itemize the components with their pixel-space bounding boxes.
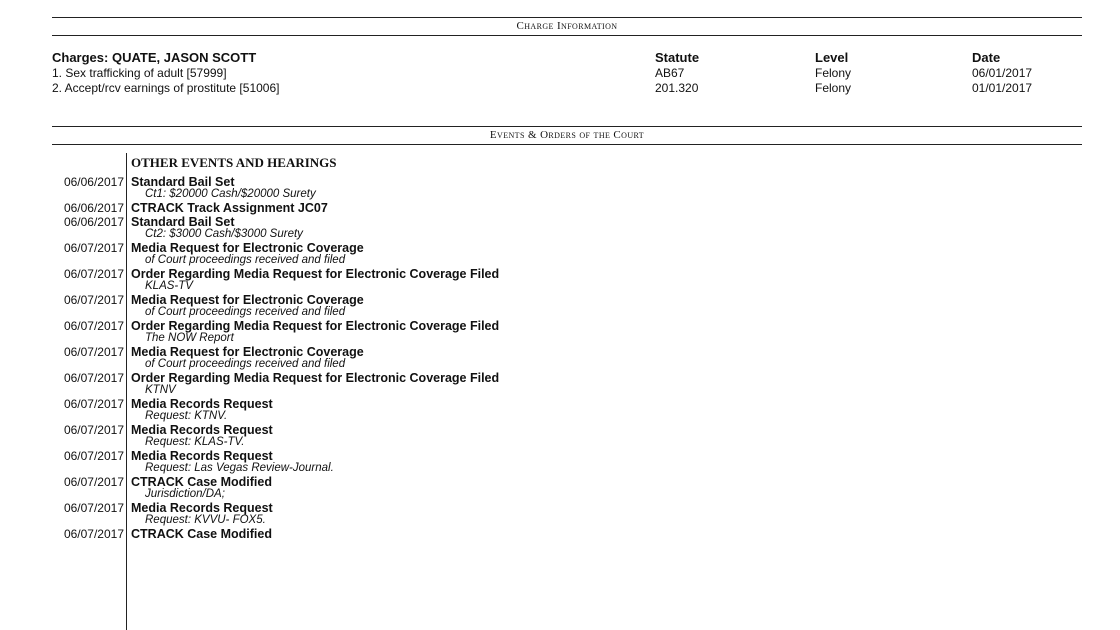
event-date: 06/07/2017 [63,475,124,489]
event-title: CTRACK Case Modified [131,475,272,489]
event-detail: Ct2: $3000 Cash/$3000 Surety [145,228,303,240]
charge-row [52,66,1082,81]
event-title: CTRACK Track Assignment JC07 [131,201,328,215]
event-title: Order Regarding Media Request for Electronic Coverage Filed [131,371,500,385]
event-row [0,371,1120,385]
event-date: 06/07/2017 [63,293,124,307]
event-row [0,267,1120,281]
event-title: Order Regarding Media Request for Electronic Coverage Filed [131,319,500,333]
event-detail: KTNV [145,384,176,396]
event-date: 06/07/2017 [63,267,124,281]
charge-level: Felony [815,81,852,95]
charge-description: 2. Accept/rcv earnings of prostitute [51006] [52,81,280,95]
event-row [0,293,1120,307]
section-title: Charge Information [516,20,618,32]
charge-information-header [52,17,1082,36]
events-subheading: OTHER EVENTS AND HEARINGS [131,155,337,170]
event-title: Media Records Request [131,397,273,411]
event-date: 06/07/2017 [63,397,124,411]
event-title: Media Request for Electronic Coverage [131,241,364,255]
event-date: 06/07/2017 [63,345,124,359]
event-title: Standard Bail Set [131,215,235,229]
event-detail-row [0,411,1120,423]
event-detail-row [0,189,1120,201]
event-date: 06/07/2017 [63,241,124,255]
events-orders-header [52,126,1082,145]
event-date: 06/06/2017 [63,201,124,215]
event-detail-row [0,437,1120,449]
event-row [0,501,1120,515]
event-title: Media Request for Electronic Coverage [131,293,364,307]
charge-date: 01/01/2017 [972,81,1033,95]
charge-statute: AB67 [655,66,685,80]
event-row [0,345,1120,359]
event-row [0,475,1120,489]
event-title: Media Request for Electronic Coverage [131,345,364,359]
event-detail: Request: KVVU- FOX5. [145,514,266,526]
date-header: Date [972,50,1001,65]
event-detail-row [0,255,1120,267]
event-date: 06/07/2017 [63,319,124,333]
charge-description: 1. Sex trafficking of adult [57999] [52,66,227,80]
charges-title: Charges: QUATE, JASON SCOTT [52,50,257,65]
event-row [0,449,1120,463]
event-row [0,527,1120,541]
event-detail: Request: Las Vegas Review-Journal. [145,462,334,474]
events-list [0,175,1120,541]
section-title: Events & Orders of the Court [489,129,645,141]
event-row [0,319,1120,333]
event-detail-row [0,359,1120,371]
event-detail-row [0,281,1120,293]
event-detail-row [0,229,1120,241]
event-title: Media Records Request [131,423,273,437]
event-detail-row [0,307,1120,319]
event-detail: KLAS-TV [145,280,193,292]
event-detail-row [0,385,1120,397]
event-title: Media Records Request [131,449,273,463]
event-row [0,201,1120,215]
event-detail-row [0,463,1120,475]
event-date: 06/07/2017 [63,371,124,385]
event-title: Media Records Request [131,501,273,515]
event-row [0,241,1120,255]
charge-row [52,81,1082,96]
event-date: 06/07/2017 [63,423,124,437]
event-date: 06/07/2017 [63,501,124,515]
event-detail-row [0,489,1120,501]
event-row [0,215,1120,229]
event-detail-row [0,515,1120,527]
level-header: Level [815,50,849,65]
event-detail: Jurisdiction/DA; [145,488,225,500]
charge-statute: 201.320 [655,81,699,95]
event-detail: of Court proceedings received and filed [145,358,346,370]
charge-date: 06/01/2017 [972,66,1033,80]
event-date: 06/07/2017 [63,449,124,463]
event-title: Standard Bail Set [131,175,235,189]
statute-header: Statute [655,50,700,65]
event-row [0,397,1120,411]
event-title: CTRACK Case Modified [131,527,272,541]
event-detail: The NOW Report [145,332,234,344]
event-detail-row [0,333,1120,345]
event-date: 06/07/2017 [63,527,124,541]
event-row [0,423,1120,437]
event-detail: of Court proceedings received and filed [145,254,346,266]
event-detail: of Court proceedings received and filed [145,306,346,318]
event-title: Order Regarding Media Request for Electronic Coverage Filed [131,267,500,281]
event-detail: Request: KLAS-TV. [145,436,245,448]
event-detail: Request: KTNV. [145,410,228,422]
charge-level: Felony [815,66,852,80]
event-detail: Ct1: $20000 Cash/$20000 Surety [145,188,316,200]
event-date: 06/06/2017 [63,175,124,189]
event-row [0,175,1120,189]
event-date: 06/06/2017 [63,215,124,229]
